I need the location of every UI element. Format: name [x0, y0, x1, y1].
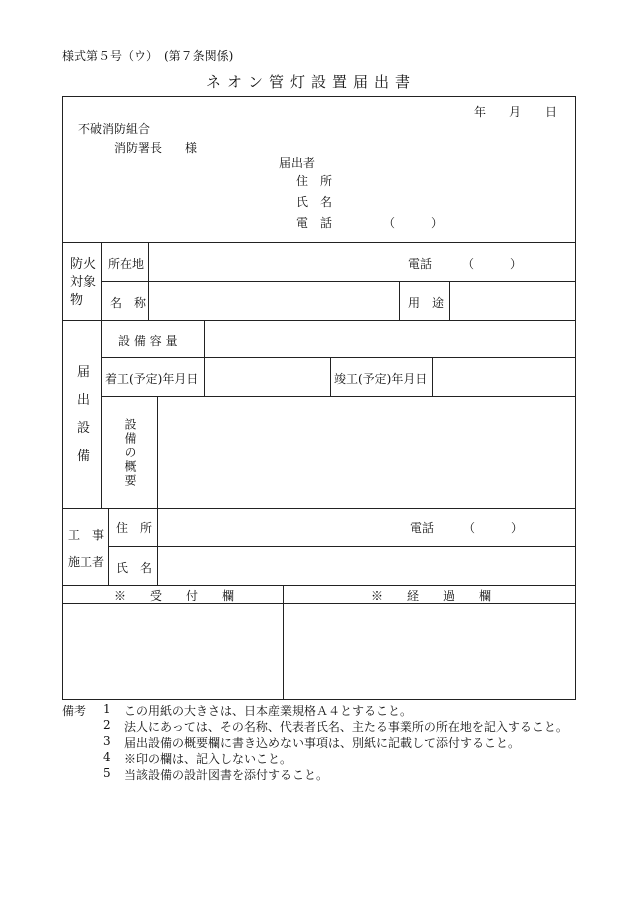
notifier-phone-parens: （ ）: [383, 216, 444, 230]
notes-heading: 備考: [62, 704, 87, 718]
notifier-label: 届出者: [279, 156, 316, 170]
note-number: 5: [103, 766, 111, 780]
capacity-label: 設 備 容 量: [118, 334, 178, 348]
note-number: 1: [103, 702, 111, 716]
progress-column-label: ※ 経 過 欄: [371, 589, 492, 603]
reception-column-label: ※ 受 付 欄: [114, 589, 235, 603]
notifier-address-label: 住 所: [296, 174, 333, 188]
recipient-org: 不破消防組合: [78, 122, 151, 136]
note-number: 2: [103, 718, 111, 732]
date-year: 年: [474, 105, 487, 119]
note-text: この用紙の大きさは、日本産業規格Ａ４とすること。: [124, 704, 413, 718]
target-name-label: 名 称: [110, 296, 147, 310]
notifier-phone-label: 電 話: [296, 216, 333, 230]
contractor-label-line2: 施工者: [68, 555, 105, 569]
contractor-address-label: 住 所: [116, 521, 153, 535]
location-label: 所在地: [108, 257, 145, 271]
location-phone-label: 電話: [408, 257, 433, 271]
fire-target-section-label: 防火 対象 物: [70, 257, 97, 308]
location-phone-parens: （ ）: [462, 257, 523, 271]
note-text: ※印の欄は、記入しないこと。: [124, 752, 293, 766]
page-title: ネオン管灯設置届出書: [206, 73, 417, 91]
note-text: 法人にあっては、その名称、代表者氏名、主たる事業所の所在地を記入すること。: [124, 720, 568, 734]
use-label: 用 途: [408, 296, 445, 310]
equipment-section-label: 届 出 設 備: [77, 365, 91, 464]
date-month: 月: [509, 105, 522, 119]
contractor-phone-label: 電話: [410, 521, 435, 535]
recipient-honorific: 様: [185, 141, 198, 155]
note-text: 届出設備の概要欄に書き込めない事項は、別紙に記載して添付すること。: [124, 736, 521, 750]
date-day: 日: [545, 105, 558, 119]
contractor-label-line1: 工 事: [68, 528, 105, 542]
note-number: 4: [103, 750, 111, 764]
complete-date-label: 竣工(予定)年月日: [334, 372, 428, 386]
note-number: 3: [103, 734, 111, 748]
note-text: 当該設備の設計図書を添付すること。: [124, 768, 329, 782]
notifier-name-label: 氏 名: [296, 195, 333, 209]
contractor-phone-parens: （ ）: [463, 521, 524, 535]
start-date-label: 着工(予定)年月日: [105, 372, 199, 386]
summary-label: 設備の概要: [123, 418, 137, 488]
contractor-name-label: 氏 名: [116, 561, 153, 575]
recipient-chief: 消防署長: [114, 141, 163, 155]
form-number: 様式第５号（ウ） (第７条関係): [62, 49, 234, 63]
